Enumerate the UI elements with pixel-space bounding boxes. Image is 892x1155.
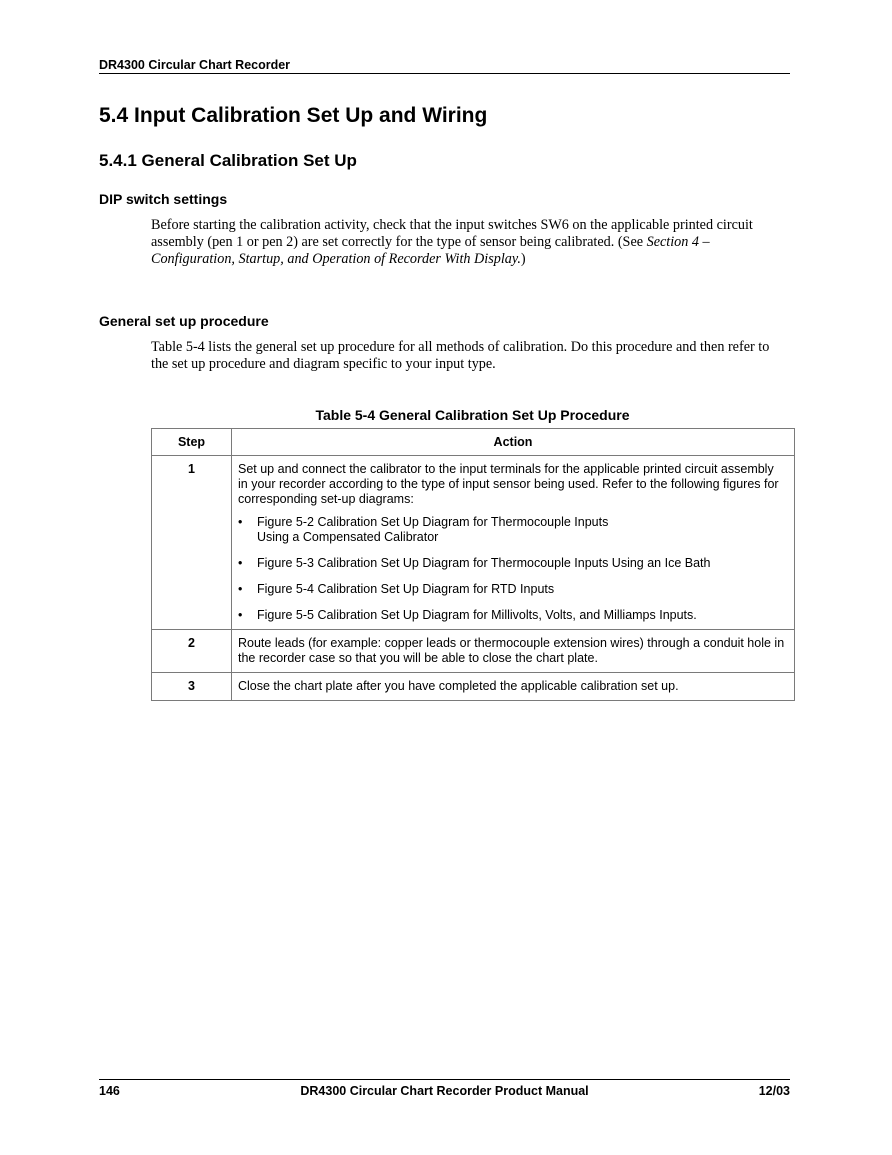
table-row bbox=[152, 456, 795, 630]
list-item-text: Figure 5-2 Calibration Set Up Diagram for Thermocouple Inputs bbox=[257, 515, 609, 529]
section-title: 5.4 Input Calibration Set Up and Wiring bbox=[99, 104, 488, 127]
reference-close: ) bbox=[520, 251, 526, 267]
list-item-text: Figure 5-5 Calibration Set Up Diagram for Millivolts, Volts, and Milliamps Inputs. bbox=[257, 608, 697, 622]
action-cell: Close the chart plate after you have completed the applicable calibration set up. bbox=[232, 673, 795, 701]
step-number: 1 bbox=[152, 456, 232, 630]
subsection-title: 5.4.1 General Calibration Set Up bbox=[99, 151, 357, 170]
action-cell bbox=[232, 456, 795, 630]
procedure-heading: General set up procedure bbox=[99, 313, 269, 329]
section-reference: Section 4 – Configuration, Startup, and Operation of Recorder With Display. bbox=[151, 234, 710, 267]
table-caption: Table 5-4 General Calibration Set Up Procedure bbox=[315, 407, 630, 423]
list-item bbox=[238, 608, 786, 623]
page-number: 146 bbox=[99, 1084, 120, 1098]
running-header bbox=[99, 58, 790, 74]
action-cell: Route leads (for example: copper leads or thermocouple extension wires) through a conduit hole in the recorder case so that you will be able to close the chart plate. bbox=[232, 630, 795, 673]
bullet-glyph: • bbox=[238, 556, 243, 570]
action-column-header: Action bbox=[232, 429, 795, 456]
list-item bbox=[238, 556, 786, 571]
step-number: 2 bbox=[152, 630, 232, 673]
bullet-glyph: • bbox=[238, 582, 243, 596]
running-header-title: DR4300 Circular Chart Recorder bbox=[99, 58, 291, 72]
page-footer bbox=[99, 1079, 790, 1098]
dip-switch-paragraph bbox=[151, 217, 783, 268]
list-item bbox=[238, 582, 786, 597]
step-column-header: Step bbox=[152, 429, 232, 456]
figure-list bbox=[238, 515, 786, 623]
list-item-text: Figure 5-4 Calibration Set Up Diagram for RTD Inputs bbox=[257, 582, 555, 596]
dip-switch-text: Before starting the calibration activity, check that the input switches SW6 on the applicable printed circuit assembly (pen 1 or pen 2) are set correctly for the type of sensor being calibrated. (See bbox=[151, 217, 753, 250]
dip-switch-heading: DIP switch settings bbox=[99, 191, 228, 207]
table-row bbox=[152, 630, 795, 673]
table-header-row bbox=[152, 429, 795, 456]
list-item bbox=[238, 515, 786, 545]
step-number: 3 bbox=[152, 673, 232, 701]
list-item-text-continued: Using a Compensated Calibrator bbox=[257, 530, 439, 544]
table-row bbox=[152, 673, 795, 701]
list-item-text: Figure 5-3 Calibration Set Up Diagram for Thermocouple Inputs Using an Ice Bath bbox=[257, 556, 711, 570]
bullet-glyph: • bbox=[238, 608, 243, 622]
bullet-glyph: • bbox=[238, 515, 243, 529]
footer-manual-title: DR4300 Circular Chart Recorder Product Manual bbox=[300, 1084, 589, 1098]
action-text: Set up and connect the calibrator to the input terminals for the applicable printed circuit assembly in your recorder according to the type of input sensor being used. Refer to the following figures for corresponding set-up diagrams: bbox=[238, 462, 779, 506]
procedure-paragraph: Table 5-4 lists the general set up procedure for all methods of calibration. Do this procedure and then refer to the set up procedure and diagram specific to your input type. bbox=[151, 339, 770, 372]
footer-date: 12/03 bbox=[758, 1084, 790, 1098]
procedure-table bbox=[151, 428, 795, 701]
